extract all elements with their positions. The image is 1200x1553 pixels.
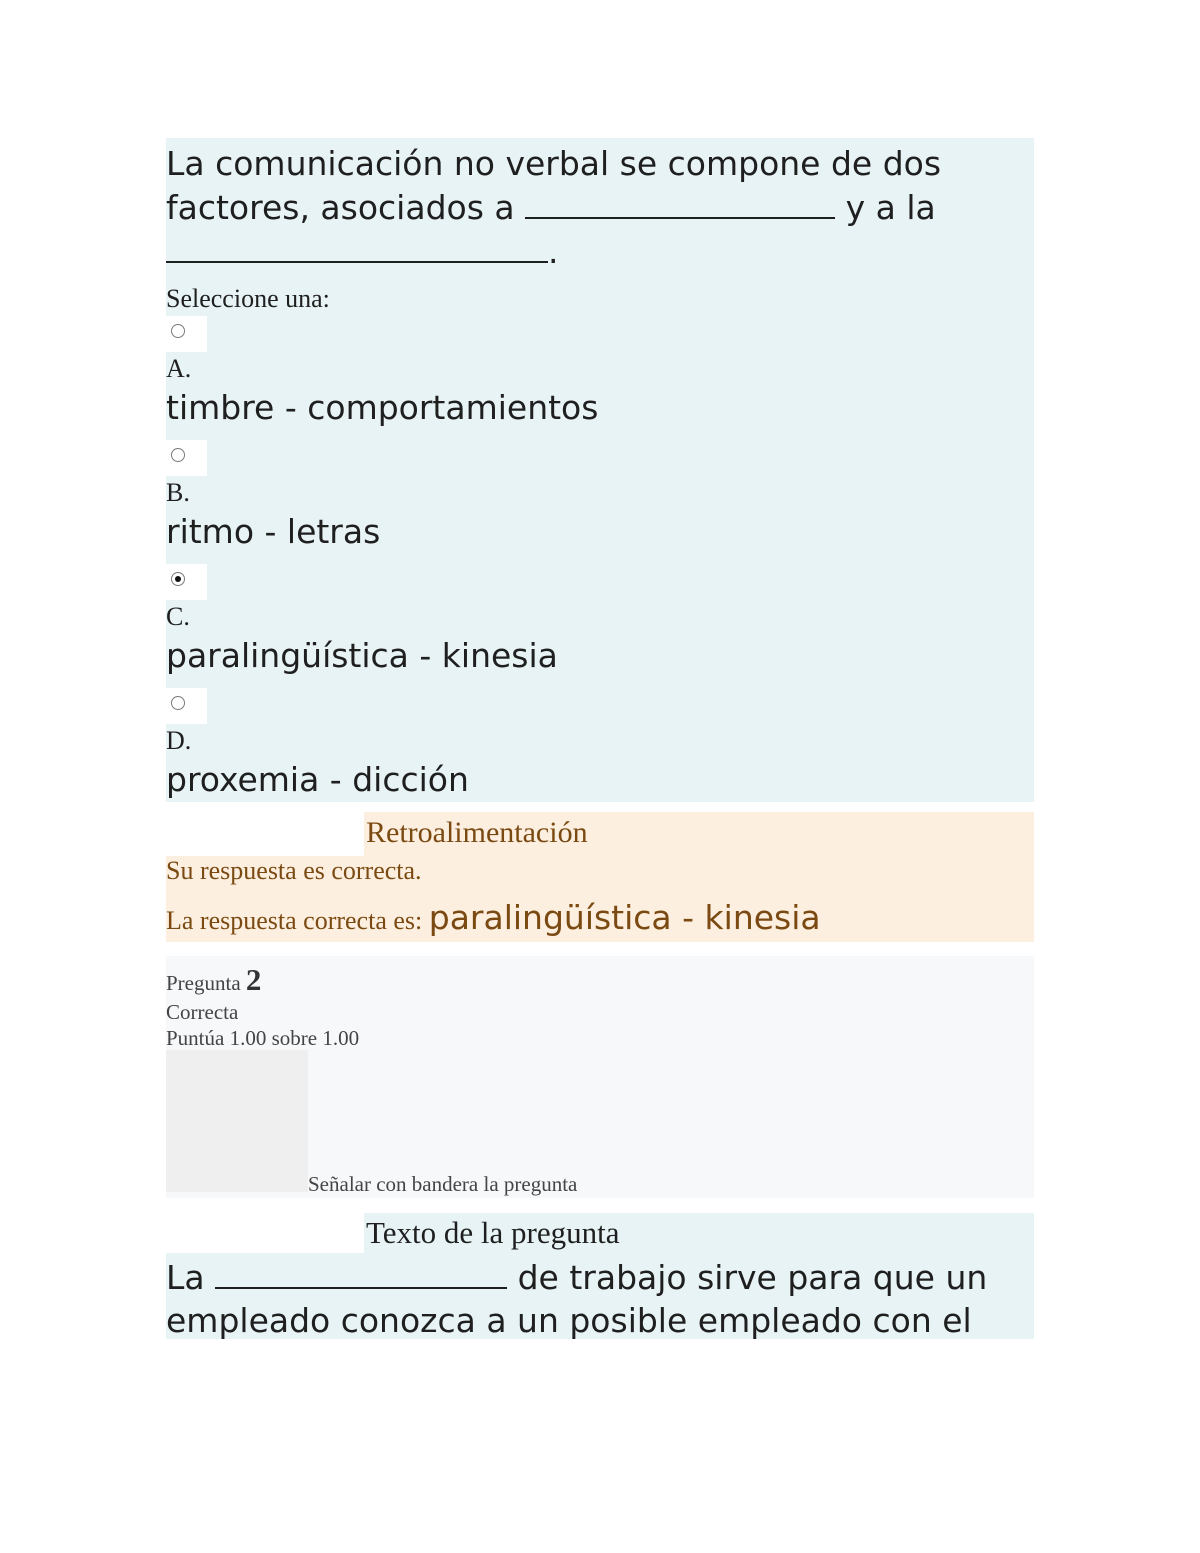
feedback-correct-value: paralingüística - kinesia [428, 898, 821, 937]
feedback-correct-label: La respuesta correcta es: [166, 906, 423, 935]
question-2-panel [166, 1213, 1034, 1339]
question-label: Pregunta [166, 971, 241, 995]
feedback-title: Retroalimentación [366, 816, 588, 849]
question-2-body [166, 1253, 1034, 1339]
select-prompt: Seleccione una: [166, 284, 330, 313]
question-1-text-end: . [548, 232, 559, 271]
flag-question-link[interactable]: Señalar con bandera la pregunta [308, 1172, 578, 1196]
option-d-letter: D. [166, 726, 192, 755]
option-b-radio[interactable] [171, 448, 185, 462]
option-c-text[interactable]: paralingüística - kinesia [166, 636, 558, 675]
option-d-radio-box[interactable] [166, 688, 207, 724]
question-2-text-start: La [166, 1258, 205, 1297]
option-a-radio-box[interactable] [166, 316, 207, 352]
feedback-correct-answer [166, 898, 821, 937]
question-2-text-rest: de trabajo sirve para que un empleado conozca a un posible empleado con el [166, 1258, 988, 1340]
answer-blank-2 [166, 229, 548, 263]
question-1-text [166, 142, 1026, 273]
question-2-score: Puntúa 1.00 sobre 1.00 [166, 1026, 360, 1050]
feedback-result: Su respuesta es correcta. [166, 856, 422, 885]
question-1-text-part2: y a la [845, 188, 936, 227]
option-b-radio-box[interactable] [166, 440, 207, 476]
option-c-letter: C. [166, 602, 190, 631]
option-a-radio[interactable] [171, 324, 185, 338]
option-c-radio-box[interactable] [166, 564, 207, 600]
option-a-letter: A. [166, 354, 192, 383]
question-1-panel [166, 138, 1034, 802]
option-d-text[interactable]: proxemia - dicción [166, 760, 469, 799]
option-b-text[interactable]: ritmo - letras [166, 512, 381, 551]
question-2-text [166, 1255, 1034, 1342]
feedback-panel [166, 812, 1034, 942]
question-1-text-part1: La comunicación no verbal se compone de dos factores, asociados a [166, 144, 942, 227]
question-2-blank [215, 1255, 507, 1289]
answer-blank-1 [525, 185, 835, 219]
option-c-radio-selected[interactable] [171, 572, 185, 586]
option-a-text[interactable]: timbre - comportamientos [166, 388, 599, 427]
flag-icon[interactable] [166, 1050, 308, 1192]
question-2-info [166, 956, 1034, 1198]
question-number: 2 [245, 962, 262, 997]
question-2-state: Correcta [166, 1000, 239, 1024]
option-d-radio[interactable] [171, 696, 185, 710]
question-2-label [166, 962, 261, 998]
option-b-letter: B. [166, 478, 190, 507]
question-2-heading: Texto de la pregunta [366, 1215, 620, 1250]
